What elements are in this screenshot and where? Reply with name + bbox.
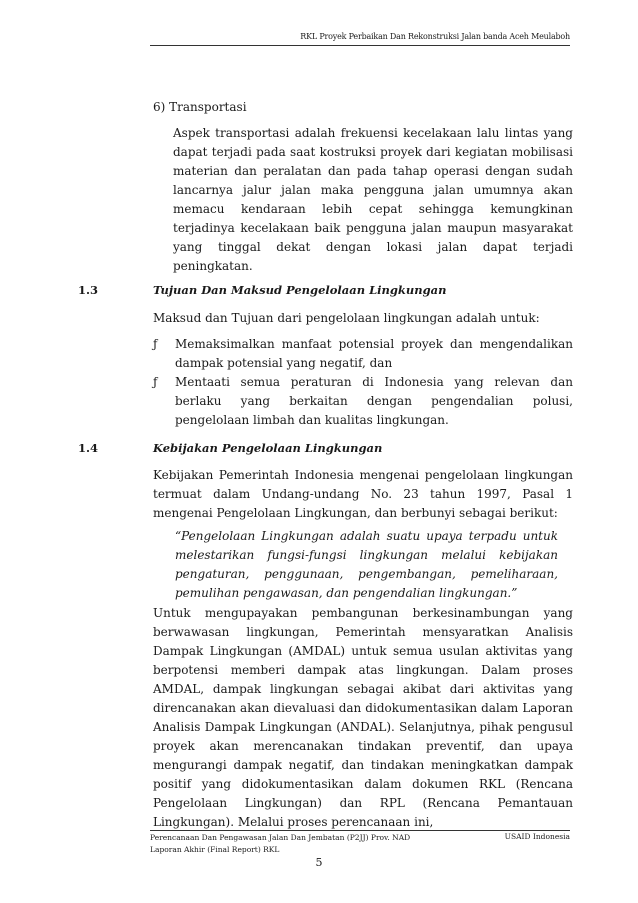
bullet-mark: ƒ: [153, 375, 158, 389]
section-heading-1-4: Kebijakan Pengelolaan Lingkungan: [153, 441, 383, 455]
footer-report-name: Laporan Akhir (Final Report) RKL: [150, 845, 280, 854]
paragraph-kebijakan-intro: Kebijakan Pemerintah Indonesia mengenai pengelolaan lingkungan termuat dalam Undang-undang No. 23 tahun 1997, Pasal 1 mengenai Pengelolaan Lingkungan, dan berbunyi sebagai berikut:: [153, 468, 573, 520]
running-header: RKL Proyek Perbaikan Dan Rekonstruksi Jalan banda Aceh Meulaboh: [300, 32, 570, 41]
page-number: 5: [315, 856, 323, 869]
footer-left: [150, 832, 410, 856]
section-heading-1-3: Tujuan Dan Maksud Pengelolaan Lingkungan: [153, 283, 447, 297]
footer-project-name: Perencanaan Dan Pengawasan Jalan Dan Jembatan (P2JJ) Prov. NAD: [150, 833, 411, 842]
footer-divider: [150, 830, 570, 831]
section-number-1-4: 1.4: [78, 441, 99, 455]
bullet-item-1: Memaksimalkan manfaat potensial proyek dan mengendalikan dampak potensial yang negatif, dan: [175, 337, 573, 370]
bullet-item-2: Mentaati semua peraturan di Indonesia yang relevan dan berlaku yang berkaitan dengan pengendalian polusi, pengelolaan limbah dan kualitas lingkungan.: [175, 375, 573, 427]
header-divider: [150, 45, 570, 46]
bullet-mark: ƒ: [153, 337, 158, 351]
subsection-title-transportasi: 6) Transportasi: [153, 100, 247, 114]
paragraph-tujuan-intro: Maksud dan Tujuan dari pengelolaan lingkungan adalah untuk:: [153, 311, 540, 325]
paragraph-transportasi: Aspek transportasi adalah frekuensi kecelakaan lalu lintas yang dapat terjadi pada saat kostruksi proyek dari kegiatan mobilisasi materian dan peralatan dan pada tahap operasi dengan sudah lancarnya jalur jalan maka pengguna jalan umumnya akan memacu kendaraan lebih cepat sehingga kemungkinan terjadinya kecelakaan baik pengguna jalan maupun masyarakat yang tinggal dekat dengan lokasi jalan dapat terjadi peningkatan.: [173, 126, 573, 273]
quote-pengelolaan: “Pengelolaan Lingkungan adalah suatu upaya terpadu untuk melestarikan fungsi-fungsi lingkungan melalui kebijakan pengaturan, penggunaan, pengembangan, pemeliharaan, pemulihan pengawasan, dan pengendalian lingkungan.”: [175, 529, 558, 600]
section-number-1-3: 1.3: [78, 283, 99, 297]
footer-organization: USAID Indonesia: [504, 832, 570, 841]
paragraph-amdal: Untuk mengupayakan pembangunan berkesinambungan yang berwawasan lingkungan, Pemerintah mensyaratkan Analisis Dampak Lingkungan (AMDAL) untuk semua usulan aktivitas yang berpotensi memberi dampak atas lingkungan. Dalam proses AMDAL, dampak lingkungan sebagai akibat dari aktivitas yang direncanakan akan dievaluasi dan didokumentasikan dalam Laporan Analisis Dampak Lingkungan (ANDAL). Selanjutnya, pihak pengusul proyek akan merencanakan tindakan preventif, dan upaya mengurangi dampak negatif, dan tindakan meningkatkan dampak positif yang didokumentasikan dalam dokumen RKL (Rencana Pengelolaan Lingkungan) dan RPL (Rencana Pemantauan Lingkungan). Melalui proses perencanaan ini,: [153, 606, 573, 829]
